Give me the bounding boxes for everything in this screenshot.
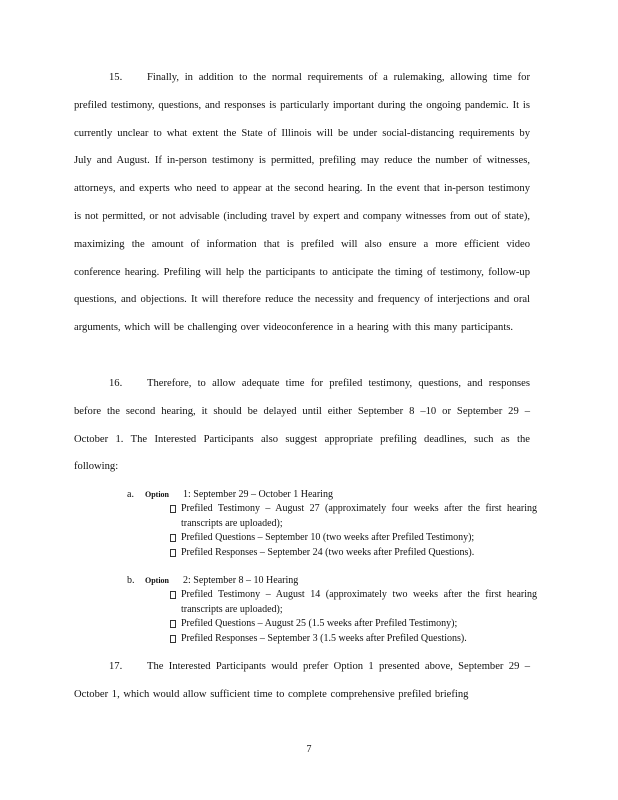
option-title: 2: September 8 – 10 Hearing [183, 575, 299, 586]
paragraph-text: Finally, in addition to the normal requirements of a rulemaking, allowing time for prefiled testimony, questions, and responses is particularly important during the ongoing pandemic. It is currently unclear to what extent the State of Illinois will be under social-distancing requirements by July and August. If in-person testimony is permitted, prefiling may reduce the number of witnesses, attorneys, and experts who need to appear at the second hearing. In the event that in-person testimony is not permitted, or not advisable (including travel by expert and company witnesses from out of state), maximizing the amount of information that is prefiled will also ensure a more efficient video conference hearing. Prefiling will help the participants to anticipate the timing of testimony, follow-up questions, and objections. It will therefore reduce the necessity and frequency of interjections and oral arguments, which will be challenging over videoconference in a hearing with this many participants. [74, 72, 530, 334]
option-b [127, 574, 537, 646]
option-letter: b. [127, 575, 135, 586]
list-item [170, 632, 537, 646]
paragraph-number: 16. [109, 378, 123, 389]
option-letter: a. [127, 489, 134, 500]
paragraph-16 [74, 370, 530, 481]
paragraph-number: 15. [109, 72, 123, 83]
deadline-text: Prefiled Questions – September 10 (two weeks after Prefiled Testimony); [181, 532, 475, 544]
deadline-text: Prefiled Questions – August 25 (1.5 weeks after Prefiled Testimony); [181, 618, 458, 630]
option-deadline-list [170, 588, 537, 646]
page-number: 7 [306, 744, 312, 755]
option-label: Option [145, 490, 170, 499]
paragraph-15 [74, 64, 530, 342]
list-item [170, 588, 537, 617]
option-label: Option [145, 576, 170, 585]
paragraph-text: Therefore, to allow adequate time for prefiled testimony, questions, and responses before the second hearing, it should be delayed until either September 8 –10 or September 29 – October 1. The Interested Participants also suggest appropriate prefiling deadlines, such as the following: [74, 378, 530, 473]
option-heading [127, 488, 537, 502]
deadline-text: Prefiled Responses – September 3 (1.5 weeks after Prefiled Questions). [181, 632, 467, 644]
paragraph-17 [74, 653, 530, 709]
list-item [170, 502, 537, 531]
bullet-box-icon [170, 635, 176, 643]
bullet-box-icon [170, 549, 176, 557]
deadline-text: Prefiled Testimony – August 14 (approximately two weeks after the first hearing transcripts are uploaded); [181, 589, 537, 615]
paragraph-text: The Interested Participants would prefer Option 1 presented above, September 29 – October 1, which would allow sufficient time to complete comprehensive prefiled briefing [74, 661, 530, 700]
option-a [127, 488, 537, 560]
deadline-text: Prefiled Responses – September 24 (two weeks after Prefiled Questions). [181, 546, 475, 558]
deadline-text: Prefiled Testimony – August 27 (approximately four weeks after the first hearing transcripts are uploaded); [181, 503, 537, 529]
option-deadline-list [170, 502, 537, 560]
list-item [170, 531, 537, 545]
list-item [170, 617, 537, 631]
bullet-box-icon [170, 534, 176, 542]
bullet-box-icon [170, 505, 176, 513]
paragraph-number: 17. [109, 661, 123, 672]
bullet-box-icon [170, 620, 176, 628]
option-title: 1: September 29 – October 1 Hearing [183, 489, 333, 500]
option-heading [127, 574, 537, 588]
list-item [170, 546, 537, 560]
bullet-box-icon [170, 591, 176, 599]
